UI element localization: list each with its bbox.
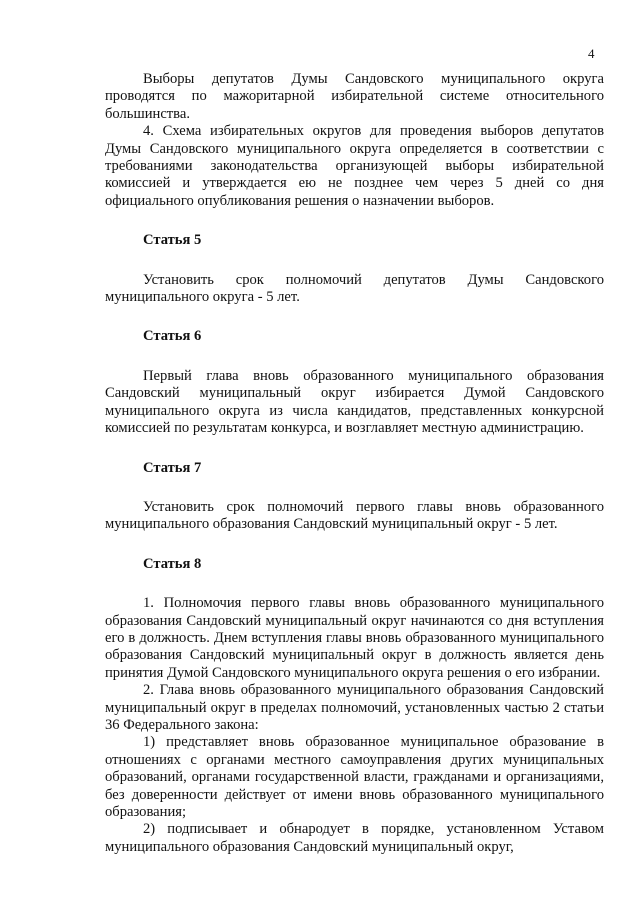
article-heading-8: Статья 8 [143, 555, 202, 572]
paragraph-electoral-system: Выборы депутатов Думы Сандовского муниципального округа проводятся по мажоритарной избирательной системе относительного большинства. [105, 71, 604, 122]
article-heading-7: Статья 7 [143, 459, 202, 476]
page-number: 4 [588, 46, 595, 61]
paragraph-deputies-term: Установить срок полномочий депутатов Думы Сандовского муниципального округа - 5 лет. [105, 271, 604, 306]
paragraph-first-head-election: Первый глава вновь образованного муниципального образования Сандовский муниципальный округ избирается Думой Сандовского муниципального округа из числа кандидатов, представленных конкурсной комиссией по результатам конкурса, и возглавляет местную администрацию. [105, 367, 604, 437]
paragraph-powers-start: 1. Полномочия первого главы вновь образованного муниципального образования Сандовский муниципальный округ начинаются со дня вступления его в должность. Днем вступления главы вновь образованного муниципального образования Сандовский муниципальный округ в должность является день принятия Думой Сандовского муниципального округа решения о его избрании. [105, 595, 604, 681]
paragraph-head-powers: 2. Глава вновь образованного муниципального образования Сандовский муниципальный округ в пределах полномочий, установленных частью 2 статьи 36 Федерального закона: [105, 682, 604, 733]
article-heading-5: Статья 5 [143, 232, 202, 249]
document-body [105, 71, 604, 856]
paragraph-item-1: 1) представляет вновь образованное муниципальное образование в отношениях с органами местного самоуправления других муниципальных образований, органами государственной власти, гражданами и организациями, без доверенности действует от имени вновь образованного муниципального образования; [105, 734, 604, 820]
article-heading-6: Статья 6 [143, 328, 202, 345]
paragraph-item-2: 2) подписывает и обнародует в порядке, установленном Уставом муниципального образования Сандовский муниципальный округ, [105, 821, 604, 855]
paragraph-district-scheme: 4. Схема избирательных округов для проведения выборов депутатов Думы Сандовского муниципального округа определяется в соответствии с требованиями законодательства организующей выборы избирательной комиссией и утверждается ею не позднее чем через 5 дней со дня официального опубликования решения о назначении выборов. [105, 123, 604, 209]
paragraph-first-head-term: Установить срок полномочий первого главы вновь образованного муниципального образования Сандовский муниципальный округ - 5 лет. [105, 498, 604, 533]
